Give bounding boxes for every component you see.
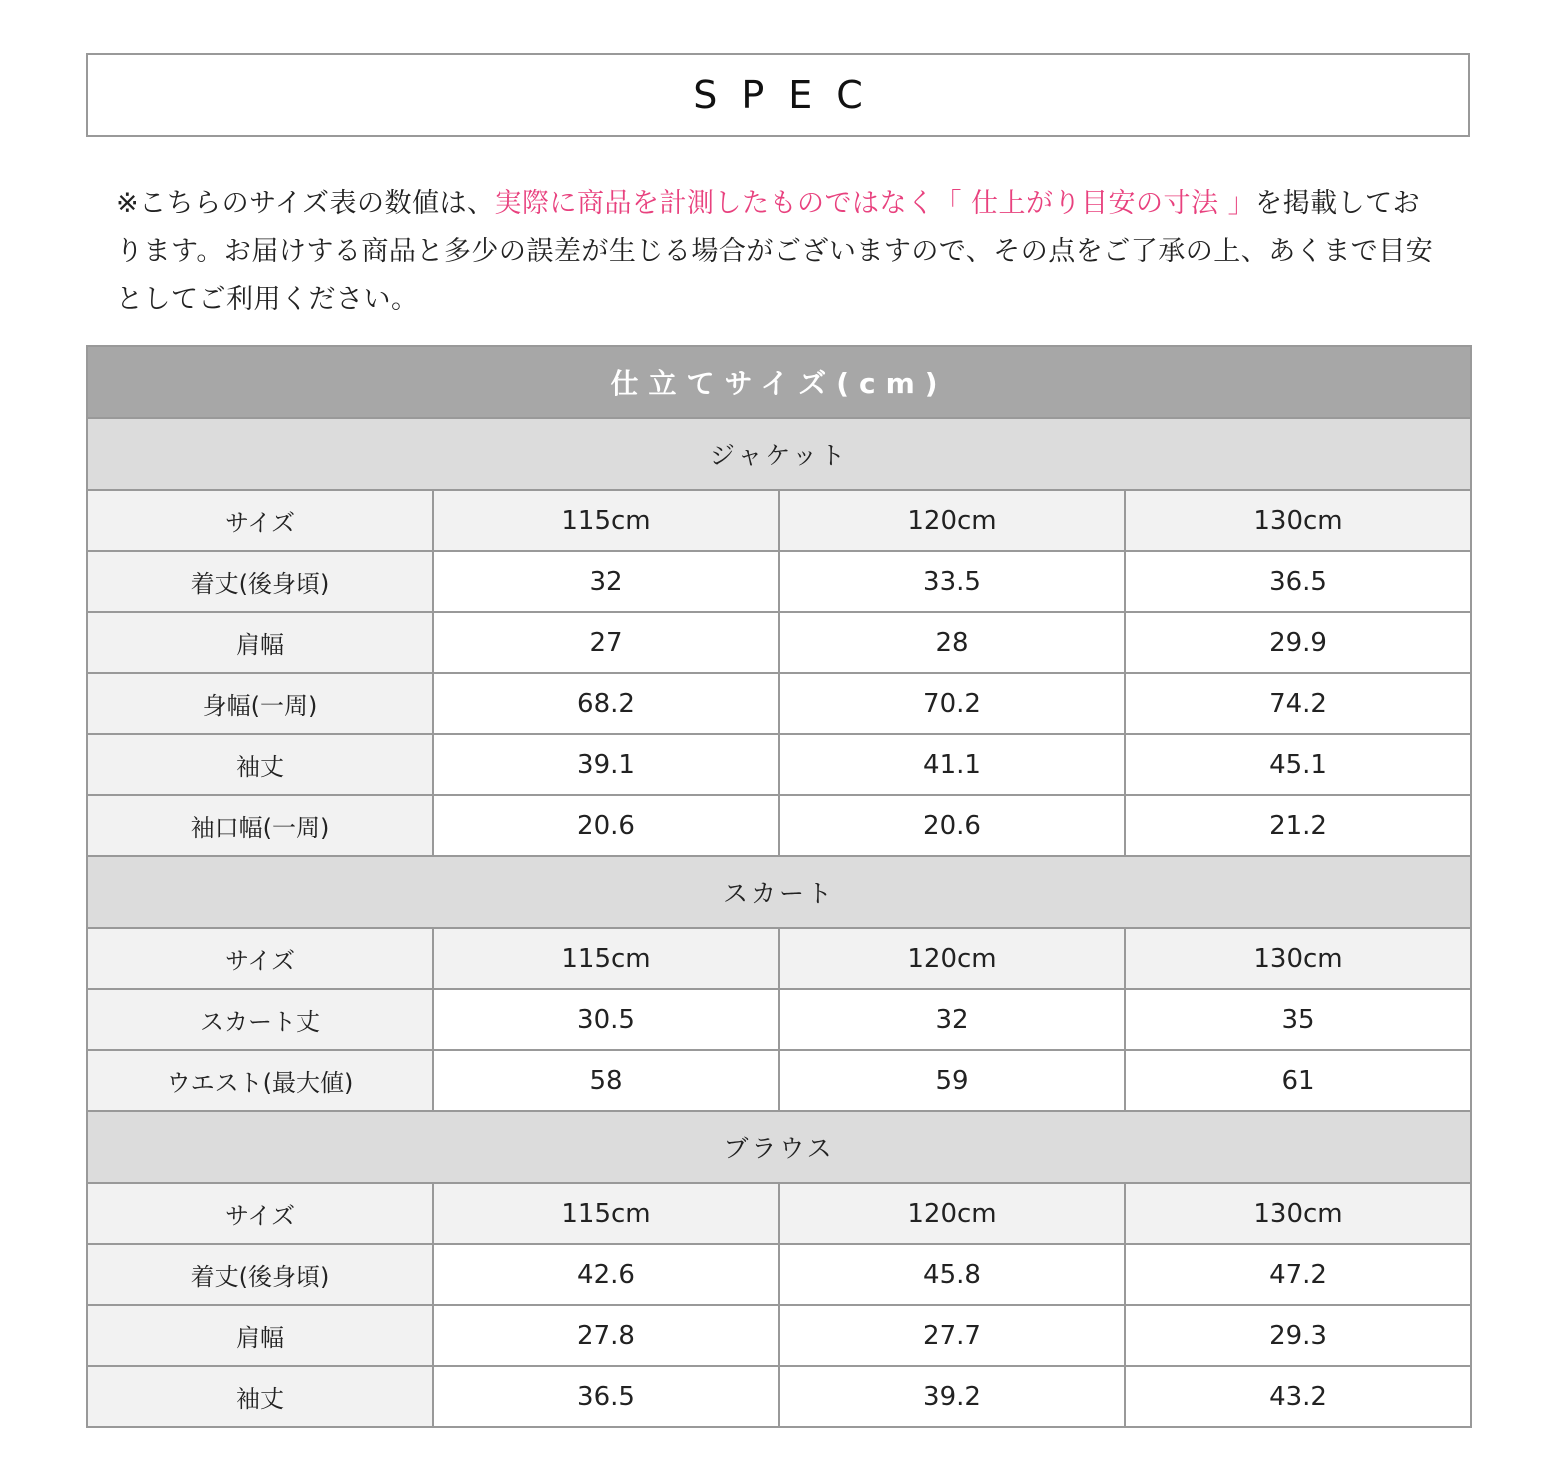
spec-heading: SPEC	[693, 73, 887, 117]
table-row	[87, 989, 1471, 1050]
value-cell: 28	[779, 612, 1125, 673]
section-row-skirt	[87, 856, 1471, 928]
row-label: 袖丈	[87, 734, 433, 795]
row-label: 身幅(一周)	[87, 673, 433, 734]
row-label: 袖口幅(一周)	[87, 795, 433, 856]
size-header-label: サイズ	[87, 490, 433, 551]
table-row	[87, 1050, 1471, 1111]
row-label: 袖丈	[87, 1366, 433, 1427]
size-header-cell: 120cm	[779, 1183, 1125, 1244]
table-title-row	[87, 346, 1471, 418]
value-cell: 36.5	[433, 1366, 779, 1427]
value-cell: 58	[433, 1050, 779, 1111]
spec-heading-box	[86, 53, 1470, 137]
size-header-cell: 115cm	[433, 490, 779, 551]
section-row-blouse	[87, 1111, 1471, 1183]
row-label: 着丈(後身頃)	[87, 1244, 433, 1305]
value-cell: 59	[779, 1050, 1125, 1111]
row-label: 着丈(後身頃)	[87, 551, 433, 612]
size-header-label: サイズ	[87, 1183, 433, 1244]
value-cell: 45.1	[1125, 734, 1471, 795]
size-header-cell: 120cm	[779, 928, 1125, 989]
size-header-cell: 130cm	[1125, 1183, 1471, 1244]
table-row	[87, 795, 1471, 856]
size-notice	[116, 180, 1446, 324]
value-cell: 42.6	[433, 1244, 779, 1305]
table-row	[87, 734, 1471, 795]
section-row-jacket	[87, 418, 1471, 490]
size-table	[86, 345, 1472, 1428]
value-cell: 39.2	[779, 1366, 1125, 1427]
table-row	[87, 612, 1471, 673]
size-header-row	[87, 490, 1471, 551]
value-cell: 74.2	[1125, 673, 1471, 734]
value-cell: 27	[433, 612, 779, 673]
row-label: スカート丈	[87, 989, 433, 1050]
table-row	[87, 673, 1471, 734]
value-cell: 41.1	[779, 734, 1125, 795]
value-cell: 29.9	[1125, 612, 1471, 673]
notice-text-2: を掲載しております。お届けする商品と多少の誤差が生じる場合がございますので、その点をご了承の上、あくまで目安としてご利用ください。	[116, 188, 1434, 315]
value-cell: 45.8	[779, 1244, 1125, 1305]
value-cell: 32	[433, 551, 779, 612]
notice-highlight: 実際に商品を計測したものではなく「 仕上がり目安の寸法 」	[494, 188, 1256, 219]
value-cell: 36.5	[1125, 551, 1471, 612]
size-header-cell: 115cm	[433, 928, 779, 989]
value-cell: 35	[1125, 989, 1471, 1050]
row-label: ウエスト(最大値)	[87, 1050, 433, 1111]
size-header-cell: 115cm	[433, 1183, 779, 1244]
value-cell: 30.5	[433, 989, 779, 1050]
value-cell: 70.2	[779, 673, 1125, 734]
section-title: スカート	[87, 856, 1471, 928]
section-title: ブラウス	[87, 1111, 1471, 1183]
size-header-row	[87, 1183, 1471, 1244]
size-header-cell: 130cm	[1125, 490, 1471, 551]
table-row	[87, 551, 1471, 612]
notice-text-1: ※こちらのサイズ表の数値は、	[116, 188, 495, 219]
value-cell: 39.1	[433, 734, 779, 795]
table-title: 仕立てサイズ(cm)	[87, 346, 1471, 418]
value-cell: 27.8	[433, 1305, 779, 1366]
size-header-row	[87, 928, 1471, 989]
size-header-label: サイズ	[87, 928, 433, 989]
size-header-cell: 120cm	[779, 490, 1125, 551]
value-cell: 20.6	[433, 795, 779, 856]
value-cell: 29.3	[1125, 1305, 1471, 1366]
value-cell: 27.7	[779, 1305, 1125, 1366]
table-row	[87, 1244, 1471, 1305]
value-cell: 32	[779, 989, 1125, 1050]
section-title: ジャケット	[87, 418, 1471, 490]
value-cell: 20.6	[779, 795, 1125, 856]
value-cell: 68.2	[433, 673, 779, 734]
table-row	[87, 1366, 1471, 1427]
value-cell: 21.2	[1125, 795, 1471, 856]
size-header-cell: 130cm	[1125, 928, 1471, 989]
value-cell: 43.2	[1125, 1366, 1471, 1427]
value-cell: 33.5	[779, 551, 1125, 612]
value-cell: 47.2	[1125, 1244, 1471, 1305]
row-label: 肩幅	[87, 1305, 433, 1366]
row-label: 肩幅	[87, 612, 433, 673]
value-cell: 61	[1125, 1050, 1471, 1111]
table-row	[87, 1305, 1471, 1366]
